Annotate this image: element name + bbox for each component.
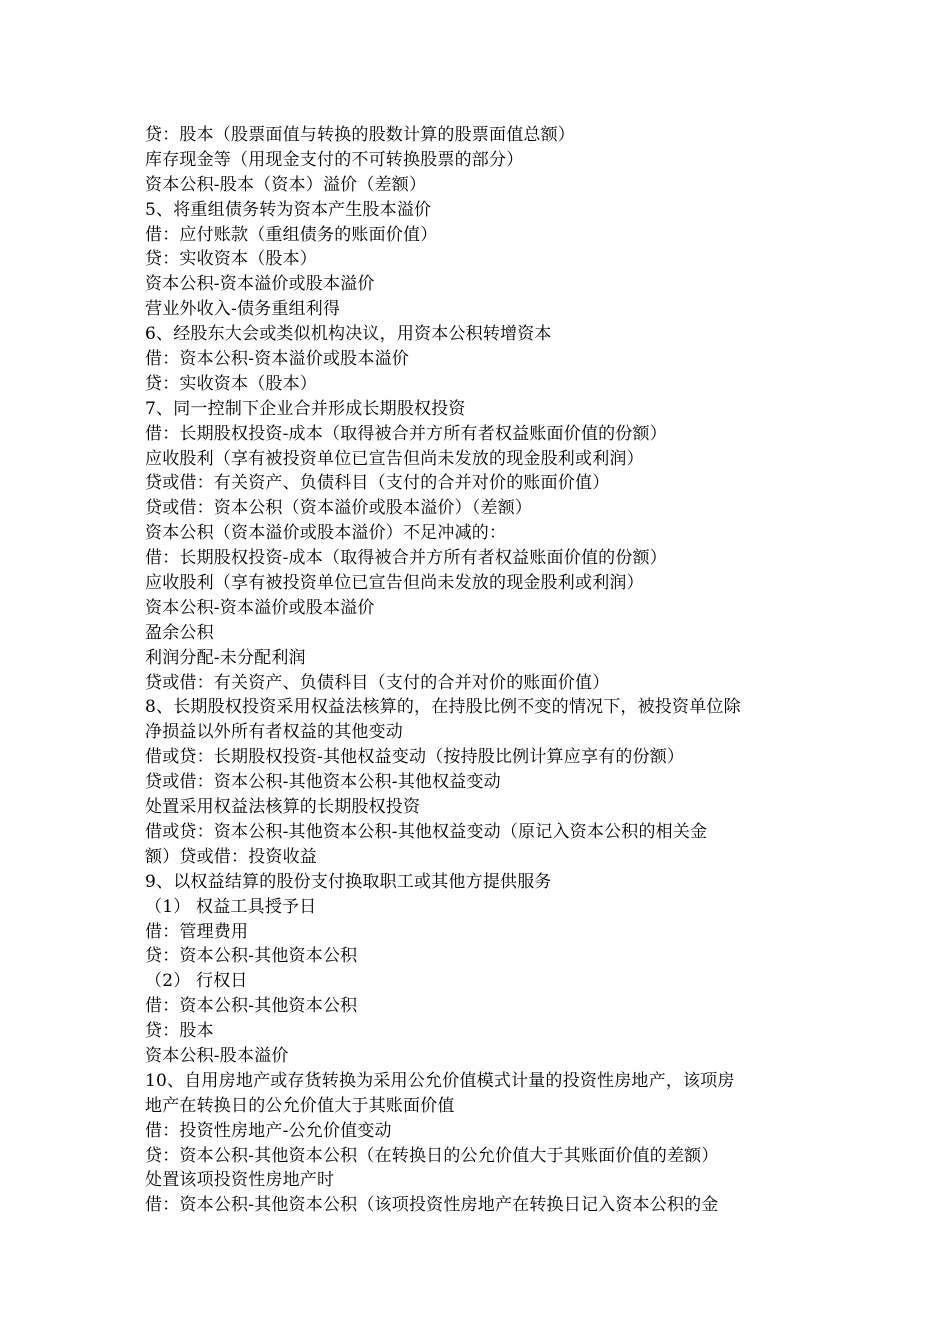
text-line: 营业外收入-债务重组利得 <box>145 299 341 320</box>
subsection-heading: （2） 行权日 <box>145 971 248 992</box>
text-line: 借或贷：资本公积-其他资本公积-其他权益变动（原记入资本公积的相关金 <box>145 821 708 842</box>
text-line: 额）贷或借：投资收益 <box>145 846 317 867</box>
text-line: 贷或借：有关资产、负债科目（支付的合并对价的账面价值） <box>145 672 610 693</box>
text-line: 地产在转换日的公允价值大于其账面价值 <box>145 1095 455 1116</box>
text-line: 库存现金等（用现金支付的不可转换股票的部分） <box>145 149 524 170</box>
text-line: 贷或借：资本公积-其他资本公积-其他权益变动 <box>145 772 501 793</box>
text-line: 贷：资本公积-其他资本公积（在转换日的公允价值大于其账面价值的差额） <box>145 1145 719 1166</box>
text-line: 盈余公积 <box>145 622 214 643</box>
section-heading-8: 8、长期股权投资采用权益法核算的，在持股比例不变的情况下，被投资单位除 <box>145 697 741 718</box>
text-line: 资本公积-资本溢价或股本溢价 <box>145 597 375 618</box>
text-line: 借：管理费用 <box>145 921 249 942</box>
text-line: 借：应付账款（重组债务的账面价值） <box>145 224 438 245</box>
text-line: 借：长期股权投资-成本（取得被合并方所有者权益账面价值的份额） <box>145 423 667 444</box>
section-heading-6: 6、经股东大会或类似机构决议，用资本公积转增资本 <box>145 324 552 345</box>
text-line: 资本公积-股本溢价 <box>145 1045 289 1066</box>
text-line: 贷：股本 <box>145 1021 214 1042</box>
text-line: 净损益以外所有者权益的其他变动 <box>145 722 403 743</box>
text-line: 利润分配-未分配利润 <box>145 647 306 668</box>
text-line: 借：投资性房地产-公允价值变动 <box>145 1120 392 1141</box>
text-line: 借：资本公积-资本溢价或股本溢价 <box>145 349 409 370</box>
text-line: 贷或借：资本公积（资本溢价或股本溢价）（差额） <box>145 498 533 519</box>
text-line: 借：长期股权投资-成本（取得被合并方所有者权益账面价值的份额） <box>145 548 667 569</box>
text-line: 资本公积-资本溢价或股本溢价 <box>145 274 375 295</box>
section-heading-10: 10、自用房地产或存货转换为采用公允价值模式计量的投资性房地产，该项房 <box>145 1070 735 1091</box>
text-line: 贷：实收资本（股本） <box>145 249 317 270</box>
text-line: 处置采用权益法核算的长期股权投资 <box>145 797 421 818</box>
text-line: 贷：资本公积-其他资本公积 <box>145 946 358 967</box>
text-line: 贷或借：有关资产、负债科目（支付的合并对价的账面价值） <box>145 473 610 494</box>
section-heading-7: 7、同一控制下企业合并形成长期股权投资 <box>145 398 466 419</box>
text-line: 贷：股本（股票面值与转换的股数计算的股票面值总额） <box>145 125 575 145</box>
text-line: 借：资本公积-其他资本公积 <box>145 996 358 1017</box>
text-line: 资本公积-股本（资本）溢价（差额） <box>145 174 427 195</box>
section-heading-5: 5、将重组债务转为资本产生股本溢价 <box>145 199 432 220</box>
subsection-heading: （1） 权益工具授予日 <box>145 896 317 917</box>
text-line: 贷：实收资本（股本） <box>145 373 317 394</box>
text-line: 借：资本公积-其他资本公积（该项投资性房地产在转换日记入资本公积的金 <box>145 1195 719 1216</box>
section-heading-9: 9、以权益结算的股份支付换取职工或其他方提供服务 <box>145 871 552 892</box>
text-line: 处置该项投资性房地产时 <box>145 1170 335 1191</box>
text-line: 应收股利（享有被投资单位已宣告但尚未发放的现金股利或利润） <box>145 573 644 594</box>
text-line: 应收股利（享有被投资单位已宣告但尚未发放的现金股利或利润） <box>145 448 644 469</box>
text-line: 资本公积（资本溢价或股本溢价）不足冲减的： <box>145 523 507 544</box>
document-body <box>145 123 815 1218</box>
text-line: 借或贷：长期股权投资-其他权益变动（按持股比例计算应享有的份额） <box>145 747 685 768</box>
